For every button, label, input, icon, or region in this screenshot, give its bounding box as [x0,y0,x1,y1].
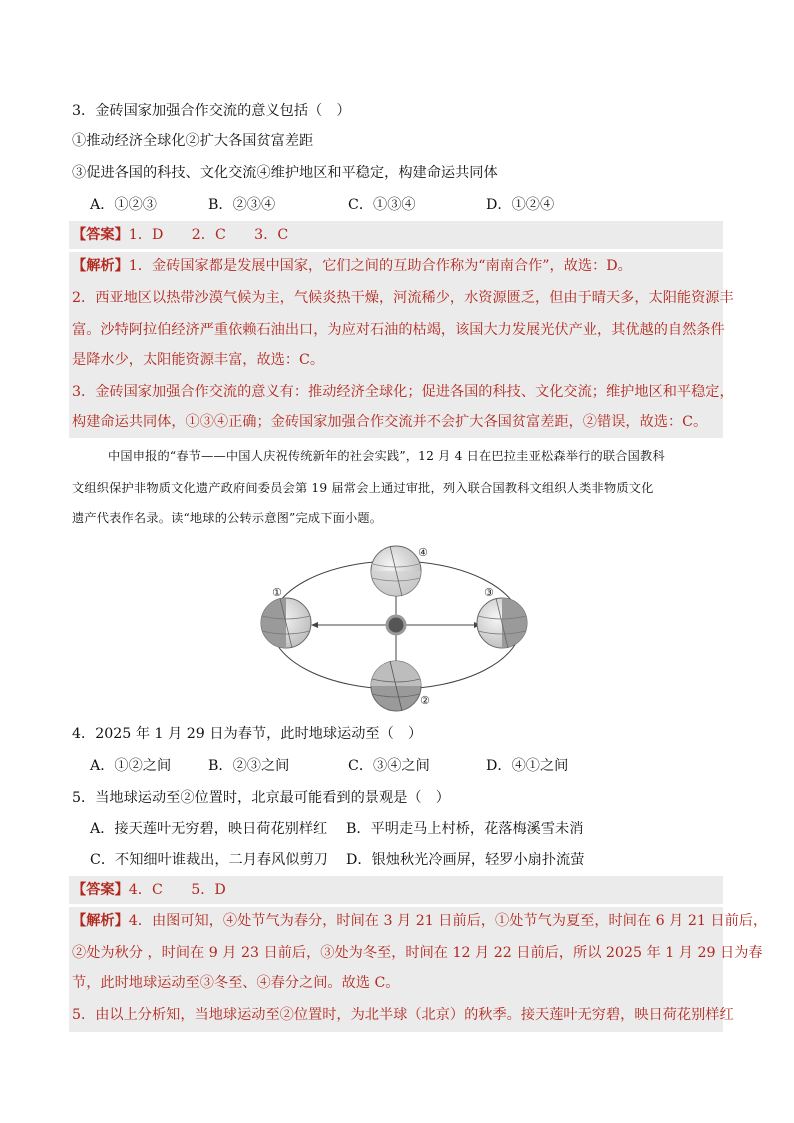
analysis-1-line-4: 是降水少，太阳能资源丰富，故选：C。 [72,352,325,368]
q5-option-a: A．接天莲叶无穷碧，映日荷花别样红 [90,821,328,837]
earth-position-4 [371,546,421,596]
answer-1 [72,225,288,245]
q4-option-d: D．④①之间 [486,758,569,774]
q3-statement-1: ①推动经济全球化②扩大各国贫富差距 [72,133,314,149]
q4-option-c: C．③④之间 [348,758,430,774]
analysis-1-text-6e: 错误，故选：C。 [597,414,708,430]
q3-option-c: C．①③④ [348,197,416,213]
analysis-1-text-6a: 构建命运共同体， [72,414,186,430]
answer-1-text: 1．D 2．C 3．C [128,227,289,243]
q5-option-d: D．银烛秋光冷画屏，轻罗小扇扑流萤 [346,852,585,868]
earth-position-3 [477,598,527,648]
earth-position-2 [371,661,421,711]
analysis-1-text-6b: ①③④ [185,414,229,430]
label-circle-1: ① [272,586,282,599]
analysis-2-line-4: 5．由以上分析知，当地球运动至②位置时，为北半球（北京）的秋季。接天莲叶无穷碧，映日荷花别样红 [72,1007,734,1023]
analysis-1-background [69,252,723,438]
earth-position-1 [261,598,311,648]
earth-orbit-diagram [250,538,540,718]
analysis-2-line-3: 节，此时地球运动至③冬至、④春分之间。故选 C。 [72,975,400,991]
answer-2-label: 【答案】 [72,882,129,898]
answer-2 [72,880,226,900]
passage-line-3: 遗产代表作名录。读“地球的公转示意图”完成下面小题。 [72,511,383,525]
q5-option-b: B．平明走马上村桥，花落梅溪雪未消 [346,821,584,837]
sun [387,616,405,634]
analysis-1-line-2: 2．西亚地区以热带沙漠气候为主，气候炎热干燥，河流稀少，水资源匮乏，但由于晴天多，太阳能资源丰 [72,290,734,306]
answer-2-text: 4．C 5．D [128,882,226,898]
analysis-1-line-6 [72,412,707,432]
q5-stem: 5．当地球运动至②位置时，北京最可能看到的景观是（ ） [72,790,450,806]
analysis-1-text-1: 1．金砖国家都是发展中国家，它们之间的互助合作称为“南南合作”，故选：D。 [128,258,632,274]
q4-option-a: A．①②之间 [90,758,172,774]
label-circle-3: ③ [484,586,494,599]
analysis-2-label: 【解析】 [72,913,129,929]
analysis-2-line-1 [72,911,767,931]
analysis-1-line-3: 富。沙特阿拉伯经济严重依赖石油出口，为应对石油的枯竭，该国大力发展光伏产业，其优越的自然条件 [72,322,725,338]
q3-option-b: B．②③④ [208,197,276,213]
q5-option-c: C．不知细叶谁裁出，二月春风似剪刀 [90,852,328,868]
q4-option-b: B．②③之间 [208,758,290,774]
q4-stem: 4．2025 年 1 月 29 日为春节，此时地球运动至（ ） [72,726,423,742]
analysis-1-label: 【解析】 [72,258,129,274]
label-circle-2: ② [420,694,430,707]
analysis-1-line-5: 3．金砖国家加强合作交流的意义有：推动经济全球化；促进各国的科技、文化交流；维护地区和平稳定， [72,384,734,400]
analysis-1-text-6c: 正确；金砖国家加强合作交流并不会扩大各国贫富差距， [228,414,583,430]
passage-line-2: 文组织保护非物质文化遗产政府间委员会第 19 届常会上通过审批，列入联合国教科文组织人类非物质文化 [72,481,654,495]
analysis-1-text-6d: ② [582,414,597,430]
q3-option-d: D．①②④ [486,197,555,213]
label-circle-4: ④ [418,546,428,559]
q3-stem: 3．金砖国家加强合作交流的意义包括（ ） [72,103,351,119]
answer-1-label: 【答案】 [72,227,129,243]
analysis-2-line-2: ②处为秋分 ，时间在 9 月 23 日前后，③处为冬至，时间在 12 月 22 日前后，所以 2025 年 1 月 29 日为春 [72,945,763,961]
analysis-1-line-1 [72,256,632,276]
analysis-2-text-1: 4．由图可知，④处节气为春分，时间在 3 月 21 日前后，①处节气为夏至，时间在 6 月 21 日前后， [128,913,768,929]
q3-statement-2: ③促进各国的科技、文化交流④维护地区和平稳定，构建命运共同体 [72,165,498,181]
q3-option-a: A．①②③ [90,197,157,213]
passage-line-1: 中国申报的“春节——中国人庆祝传统新年的社会实践”，12 月 4 日在巴拉圭亚松森举行的联合国教科 [108,449,665,463]
